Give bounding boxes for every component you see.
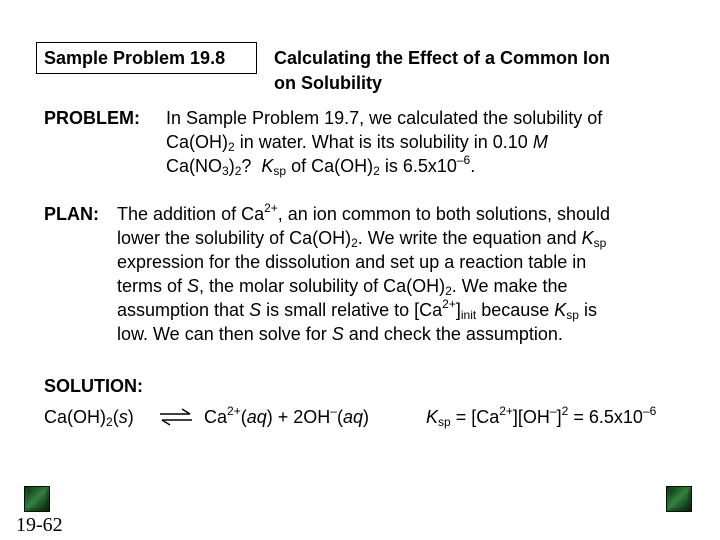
problem-label: PROBLEM: [44,108,140,128]
solution-label: SOLUTION: [44,376,143,396]
problem-id: Sample Problem 19.8 [44,48,226,68]
plan-line-5: assumption that S is small relative to $[Ca^{2+}]_{init}$ because $K_{sp}$ is [117,297,597,322]
equilibrium-arrow-icon [158,408,194,426]
problem-text [166,106,602,178]
plan-line-2: lower the solubility of $Ca(OH)_2$. We write the equation and $K_{sp}$ [117,228,607,250]
plan-line-6: low. We can then solve for S and check the assumption. [117,324,563,344]
page-number: 19-62 [16,514,63,536]
plan-line-4: terms of S, the molar solubility of $Ca(OH)_2$. We make the [117,276,568,298]
equation-products: $Ca^{2+}(aq) + 2OH^-(aq)$ [204,404,369,427]
previous-slide-icon[interactable] [24,486,50,512]
plan-line-3: expression for the dissolution and set up a reaction table in [117,252,587,272]
plan-label: PLAN: [44,204,99,224]
problem-line-1: In Sample Problem 19.7, we calculated the solubility of [166,108,603,128]
plan-text [117,202,610,346]
problem-id-box [36,42,257,74]
title-line-2: on Solubility [274,73,382,93]
equation-reactant: $Ca(OH)_2(s)$ [44,407,134,429]
plan-line-1: The addition of $Ca^{2+}$, an ion common to both solutions, should [117,201,610,224]
next-slide-icon[interactable] [666,486,692,512]
page-title [274,46,610,96]
problem-line-2: $Ca(OH)_2$ in water. What is its solubility in 0.10 M [166,132,548,154]
ksp-expression: $K_{sp} = [Ca^{2+}][OH^-]^2 = 6.5x10^{-6}$ [426,404,657,429]
title-line-1: Calculating the Effect of a Common Ion [274,48,611,68]
problem-line-3: $Ca(NO_3)_2$? $K_{sp}$ of $Ca(OH)_2$ is $6.5x10^{-6}$. [166,153,476,178]
